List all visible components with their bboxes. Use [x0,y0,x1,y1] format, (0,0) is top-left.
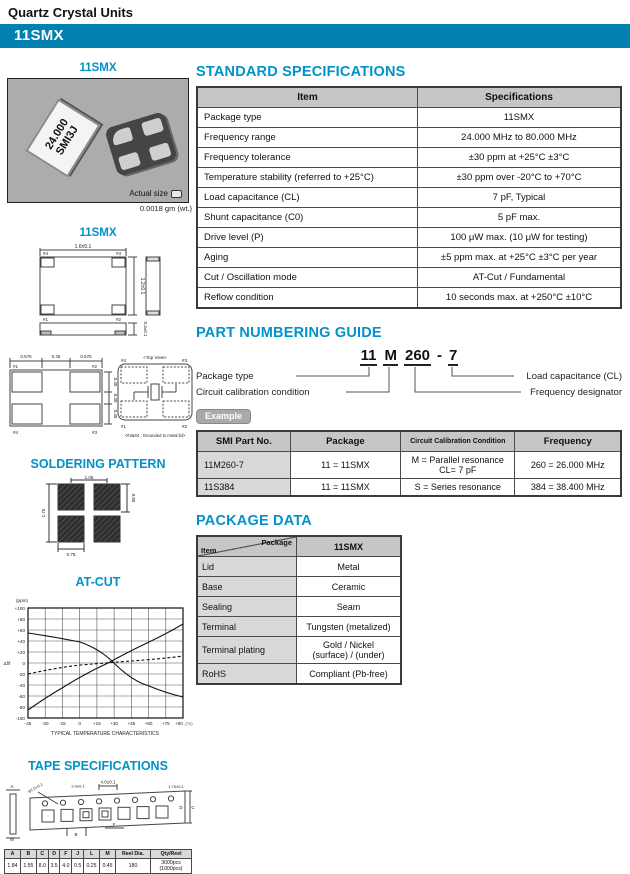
pad-label: #4 [43,251,49,256]
left-column [0,48,196,874]
dim-label: 1.05 [84,476,94,480]
dim-height: 1.2±0.1 [139,277,145,295]
pad-label: #2 [116,317,122,322]
dim-label: 0.75 [66,552,76,557]
table-row [197,87,621,108]
cell: Frequency tolerance [197,148,417,168]
cell: RoHS [197,664,297,685]
cell: Drive level (P) [197,228,417,248]
label-frequency-designator: Frequency designator [530,387,622,398]
table-row [197,431,621,452]
dim-label: 4.0±0.1 [100,779,116,785]
cell: Package type [197,108,417,128]
part-number-code [196,347,622,364]
code-circuit: M [384,347,397,364]
dim-label: φ1.5+0.1 [27,781,44,794]
tick-label: +15 [93,721,101,726]
cell: Seam [297,597,402,617]
label-load-capacitance: Load capacitance (CL) [526,371,622,382]
cell: Temperature stability (referred to +25°C) [197,168,417,188]
table-row [197,479,621,497]
table-row [197,452,621,479]
cell: 7 pF, Typical [417,188,621,208]
cell: Shunt capacitance (C0) [197,208,417,228]
y-axis-label: Δf/f [3,661,11,666]
pad-label: #4 [13,430,19,435]
tick-label: -80 [18,705,25,710]
dim-label: 0.85 [131,493,136,503]
dimensions-title: 11SMX [79,227,117,239]
table-row [197,228,621,248]
tape-drawing [0,778,196,842]
table-row [197,168,621,188]
dim-label: 1.75 [41,508,46,518]
cell: AT-Cut / Fundamental [417,268,621,288]
example-table [196,430,622,497]
atcut-chart [0,594,196,742]
table-row [197,148,621,168]
column-header: Qty/Reel [151,850,192,859]
cell: ±30 ppm at +25°C ±3°C [417,148,621,168]
tick-label: -40 [18,683,25,688]
top-view-label: <Top View> [143,355,167,360]
standard-specifications-table [196,86,622,309]
cell: Ceramic [297,577,402,597]
weight-label: 0.0018 gm (wt.) [139,204,192,213]
model-banner: 11SMX [0,24,630,48]
pad-label: #1 [13,364,19,369]
cell: Aging [197,248,417,268]
cell: ±5 ppm max. at +25°C ±3°C per year [417,248,621,268]
dim-label: B [74,832,78,837]
pad-label: #2 [92,364,98,369]
dim-label: 2.0±0.1 [71,783,85,789]
table-row [197,208,621,228]
page-body [0,48,630,874]
pad [141,117,164,136]
tick-label: 0 [22,661,25,666]
column-header: C [36,850,48,859]
table-row [5,850,192,859]
cell: 11 = 11SMX [290,479,400,497]
dim-label: F [112,822,116,827]
crystal-bottom-view-photo [104,111,178,177]
table-row [197,557,401,577]
cell: 3000pcs (1000pcs) [151,859,192,874]
cell: M = Parallel resonance CL= 7 pF [401,452,515,479]
cell: Reflow condition [197,288,417,309]
cell: Tungsten (metalized) [297,617,402,637]
y-unit-label: (ppm) [16,598,28,603]
photo-title: 11SMX [79,62,117,74]
pad-label: #1 [43,317,49,322]
cell: 180 [116,859,151,874]
cell: 384 = 38.400 MHz [515,479,621,497]
cell: 5 pF max. [417,208,621,228]
ground-note: <#3&#4 : Grounded to metal lid> [124,433,186,438]
corner-label-item: Item [201,546,217,555]
example-badge: Example [196,409,251,424]
table-row [197,108,621,128]
cell: 8.0 [36,859,48,874]
pad-label: #3 [116,251,122,256]
cell: S = Series resonance [401,479,515,497]
dim-label: A [10,784,14,789]
cell: Load capacitance (CL) [197,188,417,208]
column-header: J [72,850,84,859]
table-row [197,128,621,148]
table-row [197,637,401,664]
cell: Frequency range [197,128,417,148]
column-header: B [20,850,36,859]
dim-label: 1.75±0.1 [168,784,184,789]
cell: 4.0 [60,859,72,874]
dim-label: 0.45 [113,377,118,387]
land-pattern-drawing [0,348,196,440]
pad-label: #1 [121,424,127,429]
column-header: Item [197,87,417,108]
cell: 11 = 11SMX [290,452,400,479]
pad-label: #3 [182,358,188,363]
column-header: Package [290,431,400,452]
product-photo [7,78,189,203]
dim-label: 0.45 [113,409,118,419]
cell: Terminal [197,617,297,637]
crystal-top-view-photo [25,98,100,177]
code-load: 7 [449,347,458,364]
column-header: Specifications [417,87,621,108]
tick-label: -100 [15,716,25,721]
tick-label: +20 [17,650,25,655]
chart-caption: TYPICAL TEMPERATURE CHARACTERISTICS [51,731,159,737]
dimension-drawing [0,243,196,343]
tape-spec-table [4,849,192,874]
chip-marking: 24.000 SMI3J [43,117,81,158]
tick-label: +45 [127,721,136,726]
cell: 11SMX [417,108,621,128]
cell: 10 seconds max. at +250°C ±10°C [417,288,621,309]
tick-label: +100 [14,606,25,611]
column-header: 11SMX [297,536,402,557]
soldering-pattern-drawing [0,476,196,558]
table-row [197,248,621,268]
right-column [196,48,630,874]
dim-label: D [179,805,183,810]
cell: 0.5 [72,859,84,874]
table-row [197,288,621,309]
table-row [197,268,621,288]
dim-width: 1.6±0.1 [74,244,92,250]
pad [110,127,133,146]
dim-label: 0.575 [20,354,32,359]
tick-label: +60 [144,721,153,726]
actual-size-chip-icon [171,190,182,198]
pad-label: #3 [92,430,98,435]
cell: 1.55 [20,859,36,874]
page-title: Quartz Crystal Units [8,5,133,20]
column-header: SMI Part No. [197,431,290,452]
table-row [197,597,401,617]
code-package: 11 [360,347,377,364]
tick-label: -30 [41,721,49,726]
pad-label: #2 [182,424,188,429]
x-unit-label: (°C) [185,721,193,726]
tick-label: -60 [18,694,25,699]
column-header: Reel Dia. [116,850,151,859]
cell: 0.45 [100,859,116,874]
cell: 0.25 [84,859,100,874]
cell: Base [197,577,297,597]
tick-label: +30 [110,721,118,726]
cell: 11M260-7 [197,452,290,479]
column-header: L [84,850,100,859]
tick-label: -20 [18,672,25,677]
table-row [5,859,192,874]
cell: 100 μW max. (10 μW for testing) [417,228,621,248]
column-header: F [60,850,72,859]
part-numbering-diagram [196,347,622,405]
column-header: Circuit Calibration Condition [401,431,515,452]
atcut-title: AT-CUT [75,575,121,589]
tick-label: -45 [24,721,32,726]
cell: 1.84 [5,859,21,874]
code-frequency: 260 [404,347,431,364]
tick-label: -15 [59,721,66,726]
column-header: M [100,850,116,859]
numbering-title: PART NUMBERING GUIDE [196,325,382,341]
column-header: D [48,850,60,859]
table-row [197,188,621,208]
cell: Terminal plating [197,637,297,664]
package-data-table [196,535,402,685]
dim-thickness: 0.4±0.1 [143,321,148,337]
cell: Compliant (Pb-free) [297,664,402,685]
tick-label: +75 [161,721,170,726]
soldering-title: SOLDERING PATTERN [30,457,166,471]
specs-title: STANDARD SPECIFICATIONS [196,64,406,80]
dim-label: 0.45 [51,354,61,359]
package-data-title: PACKAGE DATA [196,513,312,529]
dim-label: 0.30 [113,393,118,403]
pad-label: #4 [121,358,127,363]
cell: Cut / Oscillation mode [197,268,417,288]
table-row [197,577,401,597]
tape-title: TAPE SPECIFICATIONS [28,759,168,773]
table-row [197,536,401,557]
actual-size-text: Actual size [129,189,168,198]
code-dash: - [437,347,443,364]
column-header: A [5,850,21,859]
cell: Sealing [197,597,297,617]
cell: 3.5 [48,859,60,874]
cell: Lid [197,557,297,577]
cell: Metal [297,557,402,577]
dim-label: 0.575 [80,354,92,359]
label-package-type: Package type [196,371,254,382]
dim-label: M [10,837,14,842]
actual-size-label [129,189,182,198]
cell: 11S384 [197,479,290,497]
tick-label: +60 [17,628,25,633]
label-circuit-calibration: Circuit calibration condition [196,387,310,398]
cell: 260 = 26.000 MHz [515,452,621,479]
cell: Gold / Nickel (surface) / (under) [297,637,402,664]
column-header: Frequency [515,431,621,452]
corner-label-package: Package [261,538,292,547]
diagonal-header-cell [197,536,297,557]
tick-label: +90 [175,721,183,726]
cell: ±30 ppm over -20°C to +70°C [417,168,621,188]
cell: 24.000 MHz to 80.000 MHz [417,128,621,148]
table-row [197,617,401,637]
pad [148,142,171,161]
tick-label: +80 [17,617,25,622]
pad [118,151,141,170]
tick-label: +40 [17,639,25,644]
table-row [197,664,401,685]
tick-label: 0 [78,721,81,726]
dim-label: C [191,805,195,810]
